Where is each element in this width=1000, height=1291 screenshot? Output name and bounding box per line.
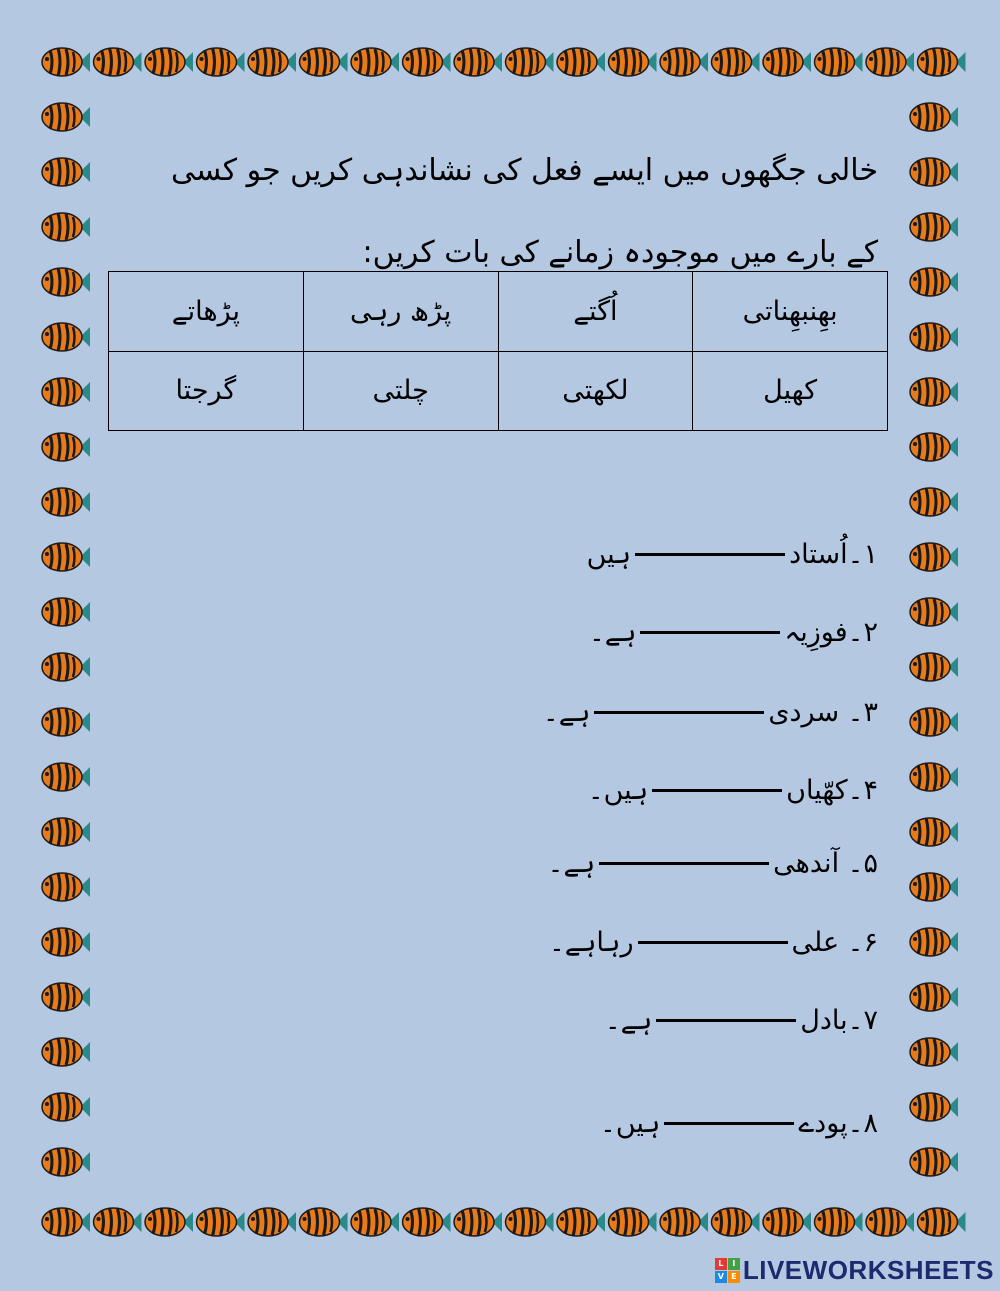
word-bank-row	[109, 351, 888, 431]
fish-icon	[42, 1208, 90, 1236]
fish-icon	[42, 1038, 90, 1066]
question-subject: ۸۔پودے	[798, 1107, 878, 1139]
fish-icon	[42, 213, 90, 241]
word-cell[interactable]: گرجتا	[109, 351, 304, 431]
question-ending: ہے۔	[588, 616, 637, 648]
word-cell[interactable]: پڑھ رہی	[303, 272, 498, 352]
question-ending: ہیں۔	[587, 774, 649, 806]
fish-icon	[42, 983, 90, 1011]
fish-icon	[42, 433, 90, 461]
answer-blank[interactable]	[656, 1019, 796, 1022]
fish-icon	[910, 378, 958, 406]
question-subject: ۷۔بادل	[800, 1004, 878, 1036]
fish-icon	[42, 543, 90, 571]
fish-icon	[42, 48, 90, 76]
fish-icon	[910, 488, 958, 516]
fish-icon	[660, 1208, 708, 1236]
fish-icon	[42, 763, 90, 791]
question-7	[605, 997, 878, 1043]
fish-icon	[910, 763, 958, 791]
question-1	[587, 531, 878, 577]
word-cell[interactable]: لکھتی	[498, 351, 693, 431]
fish-icon	[763, 48, 811, 76]
fish-icon	[42, 653, 90, 681]
fish-icon	[42, 378, 90, 406]
fish-icon	[910, 873, 958, 901]
answer-blank[interactable]	[640, 631, 780, 634]
question-5	[548, 840, 878, 886]
fish-icon	[910, 1038, 958, 1066]
fish-icon	[42, 488, 90, 516]
question-ending: ہے۔	[547, 847, 596, 879]
question-ending: ہیں	[586, 538, 632, 570]
fish-icon	[42, 103, 90, 131]
fish-icon	[42, 268, 90, 296]
fish-icon	[866, 48, 914, 76]
fish-icon	[712, 1208, 760, 1236]
fish-icon	[454, 48, 502, 76]
fish-icon	[910, 818, 958, 846]
answer-blank[interactable]	[594, 711, 764, 714]
question-ending: ہے۔	[604, 1004, 653, 1036]
question-4	[588, 767, 878, 813]
fish-icon	[197, 1208, 245, 1236]
fish-icon	[910, 928, 958, 956]
fish-icon	[403, 48, 451, 76]
fish-icon	[42, 708, 90, 736]
word-cell[interactable]: اُگتے	[498, 272, 693, 352]
fish-icon	[712, 48, 760, 76]
fish-icon	[557, 1208, 605, 1236]
fish-icon	[351, 48, 399, 76]
fish-icon	[910, 268, 958, 296]
fish-icon	[197, 48, 245, 76]
fish-icon	[506, 1208, 554, 1236]
fish-icon	[910, 983, 958, 1011]
fish-icon	[918, 1208, 966, 1236]
question-6	[549, 919, 878, 965]
fish-icon	[454, 1208, 502, 1236]
fish-icon	[145, 48, 193, 76]
liveworksheets-footer	[715, 1255, 994, 1285]
liveworksheets-logo	[715, 1258, 740, 1283]
fish-icon	[94, 1208, 142, 1236]
fish-icon	[403, 1208, 451, 1236]
fish-icon	[910, 433, 958, 461]
question-3	[543, 689, 878, 735]
fish-icon	[910, 213, 958, 241]
liveworksheets-brand: LIVEWORKSHEETS	[742, 1254, 994, 1285]
word-cell[interactable]: بھِنبھِناتی	[693, 272, 888, 352]
question-subject: ۱۔اُستاد	[789, 538, 878, 570]
fish-icon	[609, 48, 657, 76]
fish-icon	[557, 48, 605, 76]
word-cell[interactable]: پڑھاتے	[109, 272, 304, 352]
logo-letter: V	[715, 1271, 727, 1283]
word-cell[interactable]: کھیل	[693, 351, 888, 431]
fish-icon	[910, 323, 958, 351]
question-subject: ۴۔کھّیاں	[786, 774, 878, 806]
fish-icon	[609, 1208, 657, 1236]
fish-icon	[910, 1148, 958, 1176]
answer-blank[interactable]	[599, 862, 769, 865]
fish-icon	[42, 1148, 90, 1176]
fish-icon	[145, 1208, 193, 1236]
fish-icon	[815, 48, 863, 76]
question-subject: ۵۔ آندھی	[773, 847, 878, 879]
fish-icon	[660, 48, 708, 76]
logo-letter: E	[728, 1271, 740, 1283]
fish-icon	[248, 48, 296, 76]
fish-icon	[815, 1208, 863, 1236]
fish-icon	[506, 48, 554, 76]
fish-icon	[42, 818, 90, 846]
fish-icon	[866, 1208, 914, 1236]
word-bank-table	[108, 271, 888, 431]
question-subject: ۳۔ سردی	[768, 696, 878, 728]
fish-icon	[763, 1208, 811, 1236]
answer-blank[interactable]	[652, 789, 782, 792]
word-bank-row	[109, 272, 888, 352]
fish-icon	[42, 598, 90, 626]
fish-icon	[248, 1208, 296, 1236]
question-ending: رہاہے۔	[548, 926, 634, 958]
answer-blank[interactable]	[638, 941, 788, 944]
fish-icon	[910, 543, 958, 571]
fish-icon	[910, 653, 958, 681]
fish-icon	[42, 928, 90, 956]
fish-icon	[351, 1208, 399, 1236]
answer-blank[interactable]	[664, 1122, 794, 1125]
fish-icon	[42, 873, 90, 901]
logo-letter: L	[715, 1258, 727, 1270]
fish-icon	[300, 1208, 348, 1236]
fish-icon	[910, 708, 958, 736]
fish-icon	[42, 1093, 90, 1121]
fish-icon	[300, 48, 348, 76]
question-subject: ۶۔ علی	[791, 926, 878, 958]
fish-icon	[910, 158, 958, 186]
question-ending: ہے۔	[542, 696, 591, 728]
logo-letter: I	[728, 1258, 740, 1270]
fish-icon	[910, 103, 958, 131]
fish-icon	[42, 323, 90, 351]
fish-icon	[42, 158, 90, 186]
question-8	[600, 1100, 878, 1146]
fish-icon	[910, 598, 958, 626]
fish-icon	[94, 48, 142, 76]
instructions-text: خالی جگھوں میں ایسے فعل کی نشاندہی کریں جو کسی کے بارے میں موجودہ زمانے کی بات کریں:	[171, 153, 878, 270]
fish-icon	[918, 48, 966, 76]
word-cell[interactable]: چلتی	[303, 351, 498, 431]
question-subject: ۲۔فوزِیہ	[784, 616, 878, 648]
fish-icon	[910, 1093, 958, 1121]
answer-blank[interactable]	[635, 553, 785, 556]
question-ending: ہیں۔	[600, 1107, 661, 1139]
question-2	[589, 609, 878, 655]
